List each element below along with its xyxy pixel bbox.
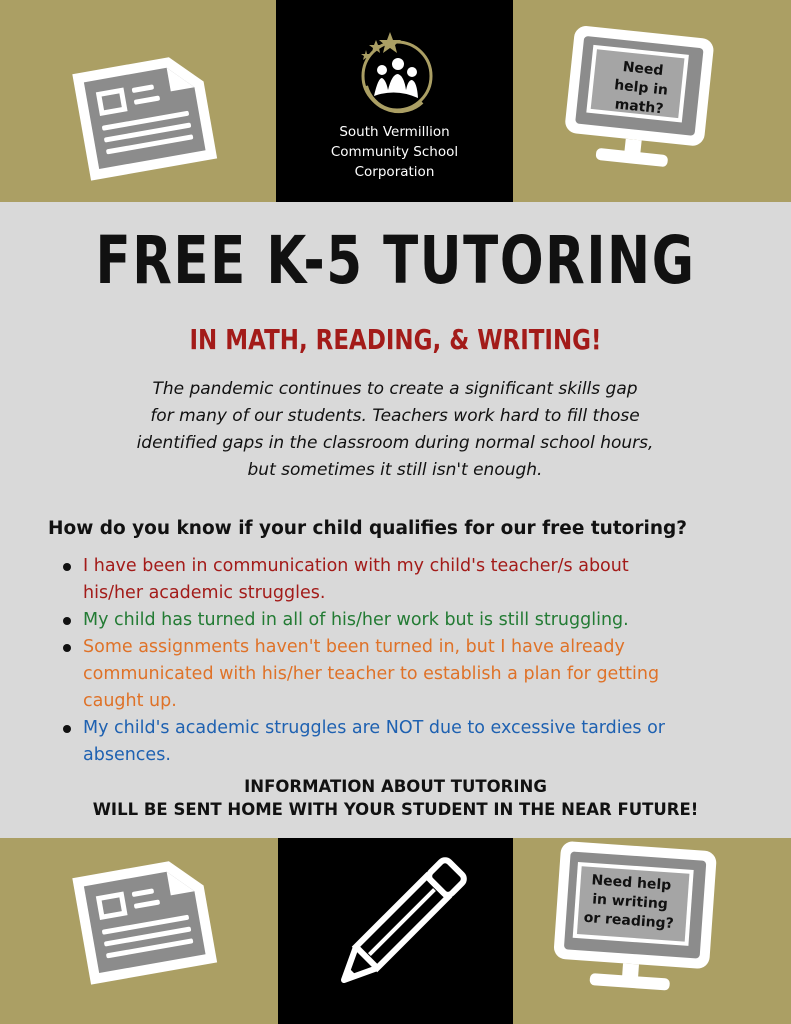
criteria-line: Some assignments haven't been turned in, but I have already <box>83 637 625 657</box>
page-subtitle: IN MATH, READING, & WRITING! <box>189 323 602 356</box>
pencil-icon <box>322 852 472 1002</box>
bullet-icon <box>63 725 71 733</box>
criteria-line: absences. <box>83 745 171 765</box>
footer-line: WILL BE SENT HOME WITH YOUR STUDENT IN THE NEAR FUTURE! <box>92 800 699 819</box>
document-icon <box>66 38 226 186</box>
school-logo-icon <box>352 28 438 118</box>
organization-name <box>276 122 513 182</box>
criteria-item <box>60 607 740 634</box>
qualification-question: How do you know if your child qualifies for our free tutoring? <box>48 518 687 539</box>
criteria-line: his/her academic struggles. <box>83 583 326 603</box>
criteria-line: communicated with his/her teacher to establish a plan for getting <box>83 664 660 684</box>
criteria-line: My child's academic struggles are NOT due to excessive tardies or <box>83 718 665 738</box>
intro-line: but sometimes it still isn't enough. <box>247 460 543 480</box>
footer-line: INFORMATION ABOUT TUTORING <box>244 777 547 796</box>
callout-line: or reading? <box>583 909 675 933</box>
criteria-line: caught up. <box>83 691 177 711</box>
criteria-item <box>60 634 740 715</box>
document-icon <box>66 842 226 990</box>
organization-line: Corporation <box>354 164 435 180</box>
criteria-item <box>60 715 740 769</box>
intro-line: for many of our students. Teachers work hard to fill those <box>150 406 640 426</box>
callout-line: in writing <box>591 891 669 913</box>
page-title: FREE K-5 TUTORING <box>95 222 696 299</box>
organization-line: South Vermillion <box>339 124 450 140</box>
criteria-line: I have been in communication with my child's teacher/s about <box>83 556 629 576</box>
callout-line: Need help <box>590 872 672 894</box>
intro-line: identified gaps in the classroom during normal school hours, <box>136 433 654 453</box>
organization-line: Community School <box>330 144 459 160</box>
callout-line: math? <box>613 96 665 118</box>
callout-line: Need <box>621 59 665 80</box>
bullet-icon <box>63 563 71 571</box>
bullet-icon <box>63 644 71 652</box>
bullet-icon <box>63 617 71 625</box>
footer-notice <box>0 775 791 821</box>
criteria-list <box>60 553 740 769</box>
writing-reading-help-callout <box>572 870 688 935</box>
criteria-line: My child has turned in all of his/her work but is still struggling. <box>83 610 629 630</box>
intro-paragraph <box>100 376 690 484</box>
intro-line: The pandemic continues to create a significant skills gap <box>152 379 638 399</box>
criteria-item <box>60 553 740 607</box>
callout-line: help in <box>613 77 669 99</box>
math-help-callout <box>593 55 688 121</box>
